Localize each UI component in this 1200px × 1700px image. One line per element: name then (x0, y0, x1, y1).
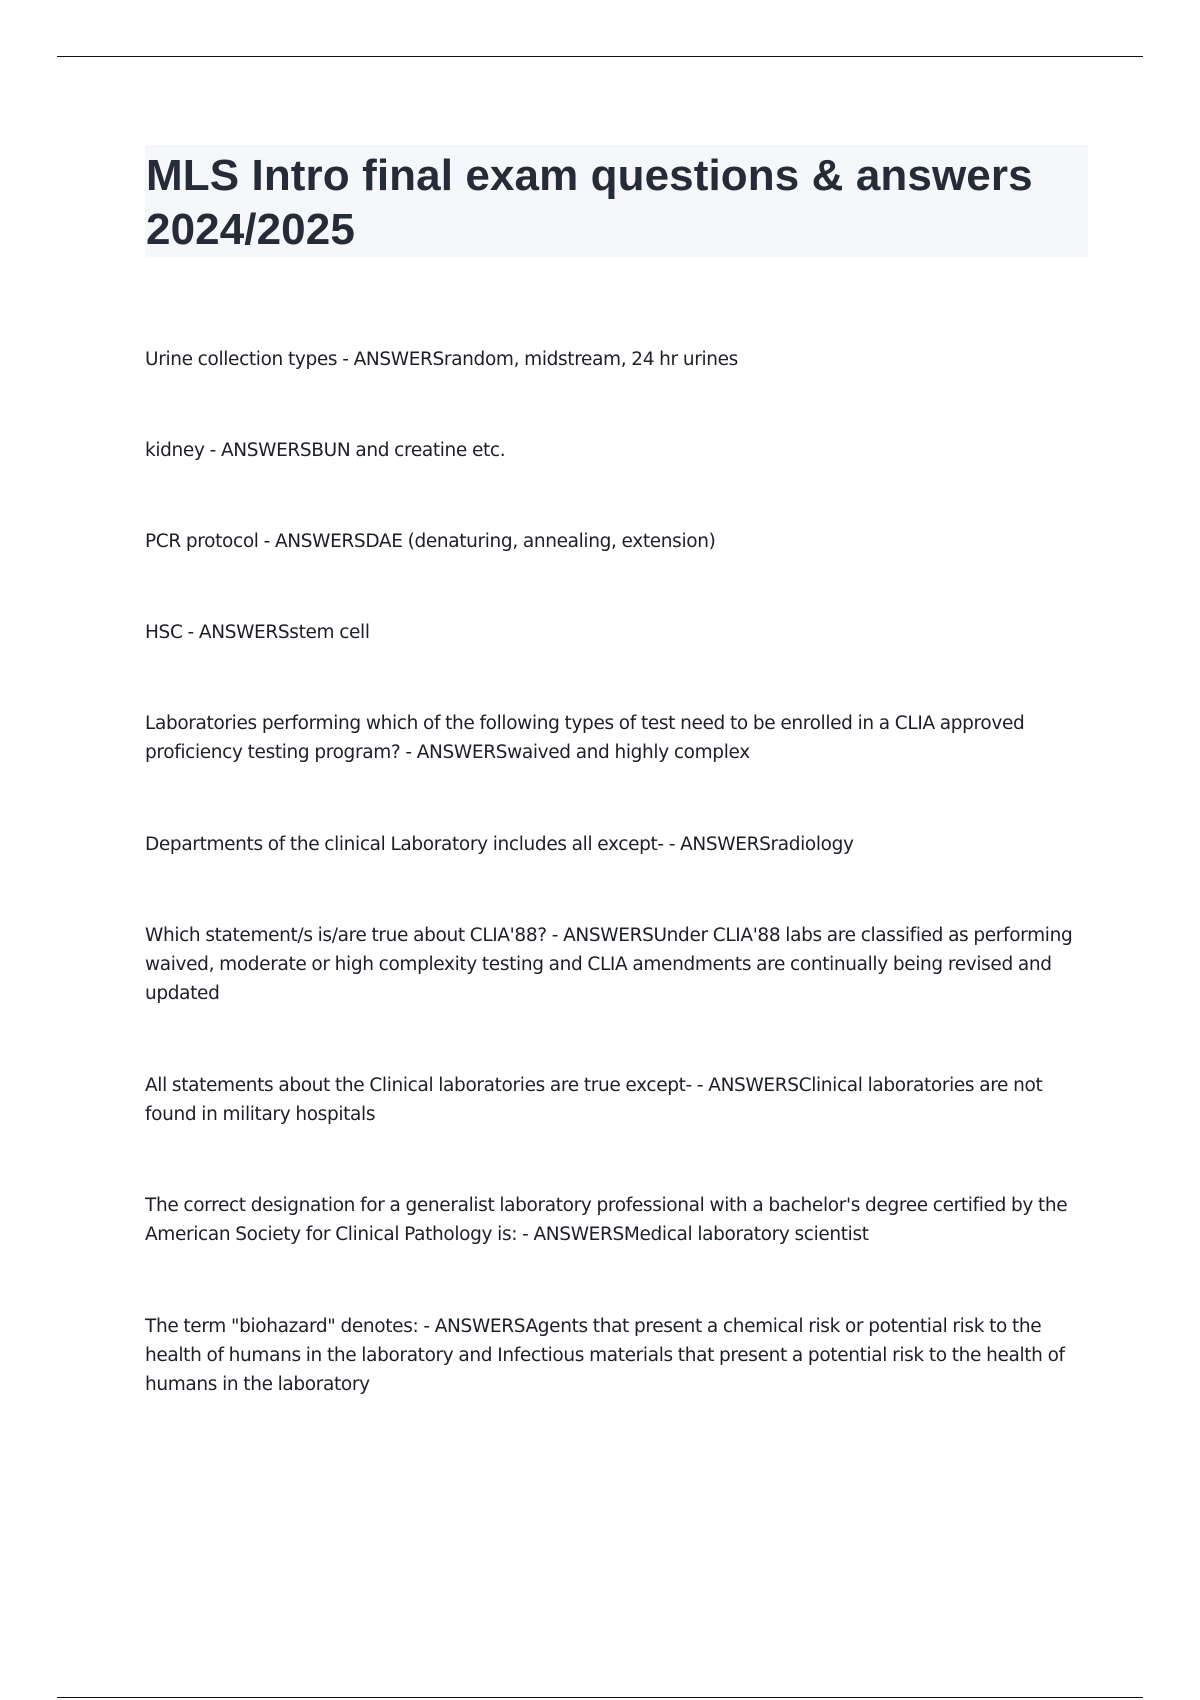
title-banner (145, 145, 1088, 257)
qa-item-clia88: Which statement/s is/are true about CLIA'88? - ANSWERSUnder CLIA'88 labs are classified as performing waived, moderate or high complexity testing and CLIA amendments are continually being revised and updated (145, 925, 1073, 1004)
qa-item-proficiency-testing: Laboratories performing which of the following types of test need to be enrolled in a CLIA approved proficiency testing program? - ANSWERSwaived and highly complex (145, 713, 1025, 763)
qa-item-lab-departments: Departments of the clinical Laboratory includes all except- - ANSWERSradiology (145, 834, 854, 855)
top-divider (57, 56, 1143, 57)
qa-item-kidney: kidney - ANSWERSBUN and creatine etc. (145, 440, 506, 461)
page-title: MLS Intro final exam questions & answers 2024/2025 (146, 151, 1033, 254)
bottom-divider (57, 1697, 1143, 1698)
qa-item-clinical-laboratories: All statements about the Clinical laboratories are true except- - ANSWERSClinical laboratories are not found in military hospitals (145, 1075, 1043, 1125)
qa-item-hsc: HSC - ANSWERSstem cell (145, 622, 370, 643)
qa-item-pcr-protocol: PCR protocol - ANSWERSDAE (denaturing, annealing, extension) (145, 531, 716, 552)
qa-item-urine-collection: Urine collection types - ANSWERSrandom, midstream, 24 hr urines (145, 349, 738, 370)
qa-item-biohazard: The term "biohazard" denotes: - ANSWERSAgents that present a chemical risk or potential risk to the health of humans in the laboratory and Infectious materials that present a potential risk to the health of humans in the laboratory (145, 1316, 1065, 1395)
qa-item-designation: The correct designation for a generalist laboratory professional with a bachelor's degree certified by the American Society for Clinical Pathology is: - ANSWERSMedical laboratory scientist (145, 1195, 1068, 1245)
